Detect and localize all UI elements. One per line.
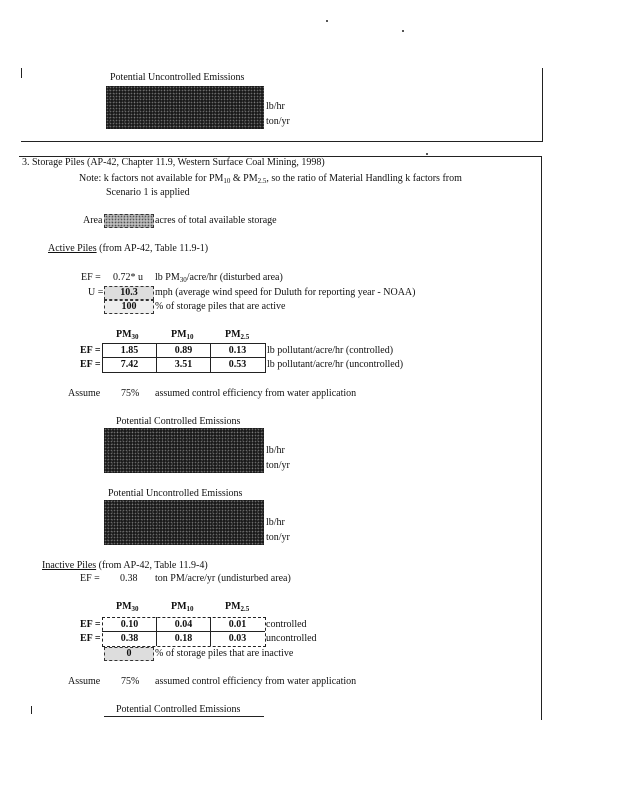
inactive-row1-pm30: 0.10 <box>120 619 139 630</box>
controlled-unit-lbhr: lb/hr <box>266 445 285 456</box>
inactive-table-rule <box>102 631 265 632</box>
controlled-title: Potential Controlled Emissions <box>116 416 241 427</box>
section3-left-mark <box>31 706 32 714</box>
inactive-pct-value: 0 <box>104 647 154 661</box>
inactive-pm10-header <box>171 601 194 613</box>
redacted-uncontrolled-values <box>104 500 264 545</box>
area-desc: acres of total available storage <box>155 215 277 226</box>
u-desc: mph (average wind speed for Duluth for reporting year - NOAA) <box>155 287 416 298</box>
pm-text: PM <box>225 601 241 612</box>
uncontrolled-unit-lbhr: lb/hr <box>266 517 285 528</box>
pm-sub-30: 30 <box>131 605 139 613</box>
inactive-row1-pm10: 0.04 <box>174 619 193 630</box>
active-row1-desc: lb pollutant/acre/hr (controlled) <box>267 345 394 356</box>
redacted-controlled-values <box>104 428 264 473</box>
u-label: U = <box>88 287 104 298</box>
active-row2-desc: lb pollutant/acre/hr (uncontrolled) <box>267 359 404 370</box>
assume2-value: 75% <box>121 676 140 687</box>
pm-sub-25: 2.5 <box>240 605 250 613</box>
ef-formula: 0.72* u <box>113 272 143 283</box>
section3-heading: 3. Storage Piles (AP-42, Chapter 11.9, Western Surface Coal Mining, 1998) <box>22 157 325 168</box>
inactive-ef-label: EF = <box>80 573 100 584</box>
active-row1-pm30: 1.85 <box>120 345 139 356</box>
active-heading: Active Piles <box>48 243 97 254</box>
top-right-border <box>542 68 543 141</box>
scan-speck <box>426 153 428 155</box>
redacted-top-values <box>106 86 264 129</box>
assume-desc: assumed control efficiency from water application <box>155 388 357 399</box>
inactive-pm30-header <box>116 601 139 613</box>
section3-right-border <box>541 156 542 720</box>
assume-label: Assume <box>68 388 101 399</box>
pm-sub-10: 10 <box>186 333 194 341</box>
inactive-row2-pm25: 0.03 <box>228 633 247 644</box>
active-pm10-header <box>171 329 194 341</box>
inactive-ef-value: 0.38 <box>120 573 138 584</box>
active-row2-pm10: 3.51 <box>174 359 193 370</box>
inactive-row1-desc: controlled <box>266 619 307 630</box>
note-c: , so the ratio of Material Handling k factors from <box>266 173 462 184</box>
inactive-pct-desc: % of storage piles that are inactive <box>155 648 294 659</box>
bottom-title-rule <box>104 716 264 717</box>
active-row2-pm25: 0.53 <box>228 359 247 370</box>
ef-desc-sub: 30 <box>179 276 187 284</box>
active-pct-value: 100 <box>104 300 154 314</box>
inactive-row2-label: EF = <box>80 633 101 644</box>
active-row1-label: EF = <box>80 345 101 356</box>
note-sub1: 10 <box>223 177 231 185</box>
pm-text: PM <box>171 601 187 612</box>
top-unit-tonyr: ton/yr <box>266 116 290 127</box>
inactive-ef-desc: ton PM/acre/yr (undisturbed area) <box>155 573 291 584</box>
uncontrolled-unit-tonyr: ton/yr <box>266 532 290 543</box>
inactive-row1-label: EF = <box>80 619 101 630</box>
note-line1 <box>79 173 462 185</box>
note-line2: Scenario 1 is applied <box>106 187 190 198</box>
pm-sub-25: 2.5 <box>240 333 250 341</box>
uncontrolled-title: Potential Uncontrolled Emissions <box>108 488 243 499</box>
active-pm30-header <box>116 329 139 341</box>
top-left-border <box>21 68 22 78</box>
active-ref: (from AP-42, Table 11.9-1) <box>96 243 209 254</box>
active-row2-pm30: 7.42 <box>120 359 139 370</box>
note-a: Note: k factors not available for PM <box>79 173 224 184</box>
pm-text: PM <box>116 329 132 340</box>
scan-speck <box>402 30 404 32</box>
top-unit-lbhr: lb/hr <box>266 101 285 112</box>
assume2-label: Assume <box>68 676 101 687</box>
controlled-unit-tonyr: ton/yr <box>266 460 290 471</box>
ef-label: EF = <box>81 272 101 283</box>
area-label: Area <box>83 215 103 226</box>
pm-text: PM <box>116 601 132 612</box>
note-b: & PM <box>230 173 258 184</box>
assume2-desc: assumed control efficiency from water application <box>155 676 357 687</box>
top-bottom-border <box>21 141 543 142</box>
active-table-rule <box>102 357 265 358</box>
inactive-row2-pm30: 0.38 <box>120 633 139 644</box>
scan-speck <box>326 20 328 22</box>
active-row2-label: EF = <box>80 359 101 370</box>
pm-text: PM <box>225 329 241 340</box>
active-pm25-header <box>225 329 249 341</box>
inactive-row2-desc: uncontrolled <box>266 633 317 644</box>
assume-value: 75% <box>121 388 140 399</box>
ef-desc-b: /acre/hr (disturbed area) <box>186 272 283 283</box>
pm-text: PM <box>171 329 187 340</box>
inactive-ref: (from AP-42, Table 11.9-4) <box>96 560 208 571</box>
u-value: 10.3 <box>104 286 154 300</box>
redacted-area-value <box>104 214 154 228</box>
ef-desc-a: lb PM <box>155 272 180 283</box>
active-piles-heading <box>48 243 208 254</box>
bottom-controlled-title: Potential Controlled Emissions <box>116 704 241 715</box>
active-row1-pm10: 0.89 <box>174 345 193 356</box>
pm-sub-30: 30 <box>131 333 139 341</box>
inactive-piles-heading <box>42 560 208 571</box>
active-pct-desc: % of storage piles that are active <box>155 301 286 312</box>
note-sub2: 2.5 <box>257 177 267 185</box>
inactive-pm25-header <box>225 601 249 613</box>
pm-sub-10: 10 <box>186 605 194 613</box>
top-uncontrolled-title: Potential Uncontrolled Emissions <box>110 72 245 83</box>
inactive-row1-pm25: 0.01 <box>228 619 247 630</box>
active-row1-pm25: 0.13 <box>228 345 247 356</box>
inactive-row2-pm10: 0.18 <box>174 633 193 644</box>
inactive-heading: Inactive Piles <box>42 560 97 571</box>
ef-desc <box>155 272 283 284</box>
